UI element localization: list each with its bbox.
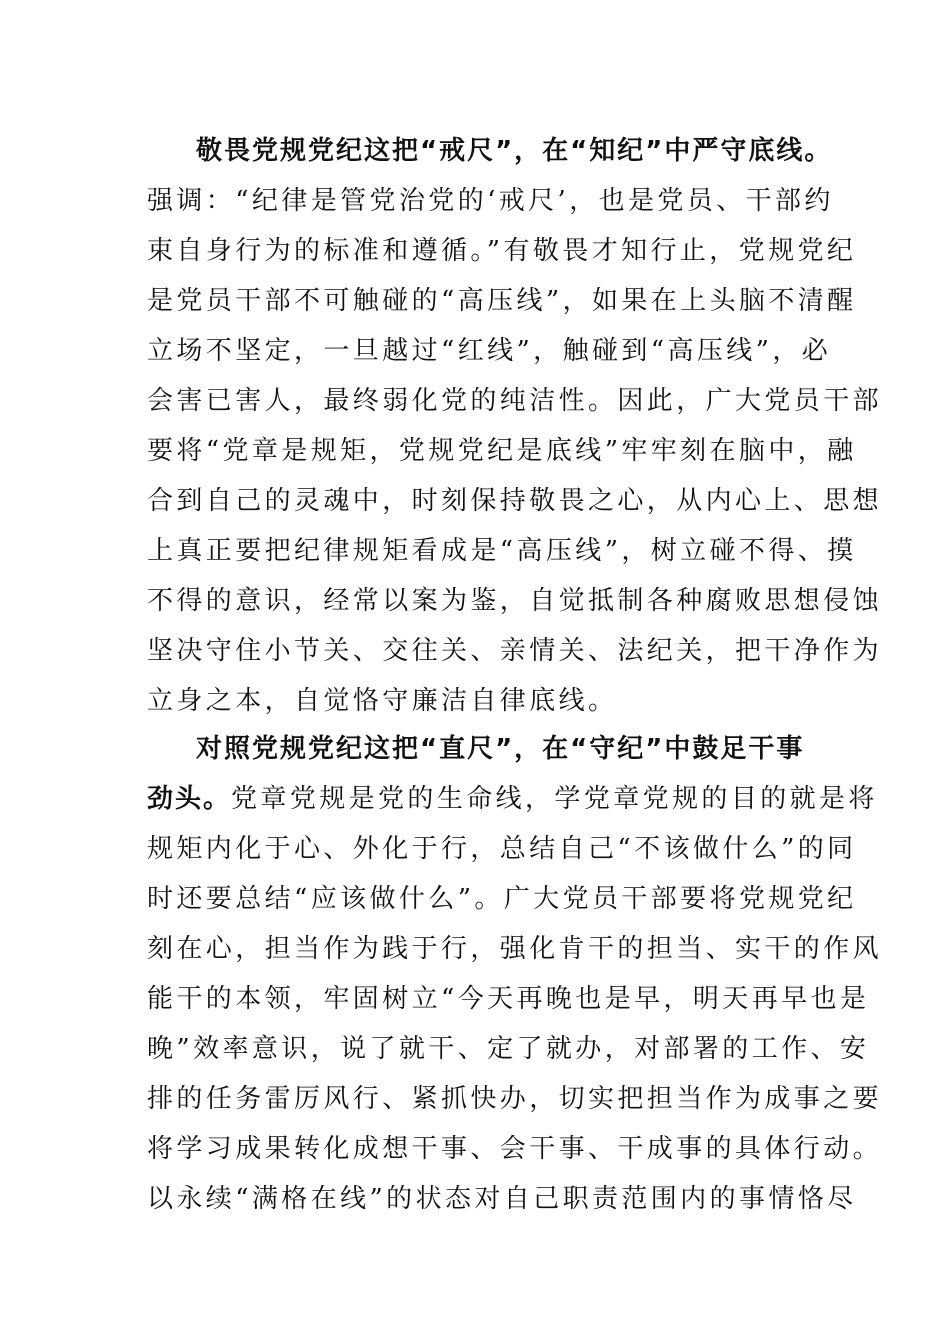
paragraph-2-line	[147, 779, 878, 819]
paragraph-1-line: 立场不坚定，一旦越过“红线”，触碰到“高压线”，必	[147, 336, 832, 366]
paragraph-1-line: 束自身行为的标准和遵循。”有敬畏才知行止，党规党纪	[147, 236, 857, 266]
paragraph-2-line: 排的任务雷厉风行、紧抓快办，切实把担当作为成事之要	[147, 1084, 883, 1114]
paragraph-2-line: 以永续“满格在线”的状态对自己职责范围内的事情恪尽	[147, 1184, 857, 1214]
paragraph-2-line: 时还要总结“应该做什么”。广大党员干部要将党规党纪	[147, 884, 857, 914]
paragraph-2-heading-end: 劲头。	[147, 784, 232, 814]
paragraph-1-line: 上真正要把纪律规矩看成是“高压线”，树立碰不得、摸	[147, 536, 857, 566]
paragraph-1-line: 坚决守住小节关、交往关、亲情关、法纪关，把干净作为	[147, 636, 883, 666]
paragraph-2-line: 规矩内化于心、外化于行，总结自己“不该做什么”的同	[147, 834, 857, 864]
paragraph-2-line: 刻在心，担当作为践于行，强化肯干的担当、实干的作风	[147, 934, 883, 964]
paragraph-2-line: 能干的本领，牢固树立“今天再晚也是早，明天再早也是	[147, 984, 870, 1014]
paragraph-1-line: 立身之本，自觉恪守廉洁自律底线。	[147, 686, 618, 716]
paragraph-1-line: 不得的意识，经常以案为鉴，自觉抵制各种腐败思想侵蚀	[147, 586, 883, 616]
paragraph-1-heading: 敬畏党规党纪这把“戒尺”，在“知纪”中严守底线。	[196, 136, 833, 166]
paragraph-2-line-rest: 党章党规是党的生命线，学党章党规的目的就是将	[231, 784, 878, 814]
paragraph-1-line: 会害已害人，最终弱化党的纯洁性。因此，广大党员干部	[147, 386, 883, 416]
paragraph-1-line: 是党员干部不可触碰的“高压线”，如果在上头脑不清醒	[147, 286, 857, 316]
paragraph-1-line: 合到自己的灵魂中，时刻保持敬畏之心，从内心上、思想	[147, 486, 883, 516]
paragraph-1-line: 要将“党章是规矩，党规党纪是底线”牢牢刻在脑中，融	[147, 436, 857, 466]
paragraph-2-line: 将学习成果转化成想干事、会干事、干成事的具体行动。	[147, 1134, 883, 1164]
paragraph-2-heading: 对照党规党纪这把“直尺”，在“守纪”中鼓足干事	[196, 734, 805, 764]
paragraph-2-line: 晚”效率意识，说了就干、定了就办，对部署的工作、安	[147, 1034, 870, 1064]
paragraph-1-line: 强调：“纪律是管党治党的‘戒尺’，也是党员、干部约	[147, 186, 834, 216]
